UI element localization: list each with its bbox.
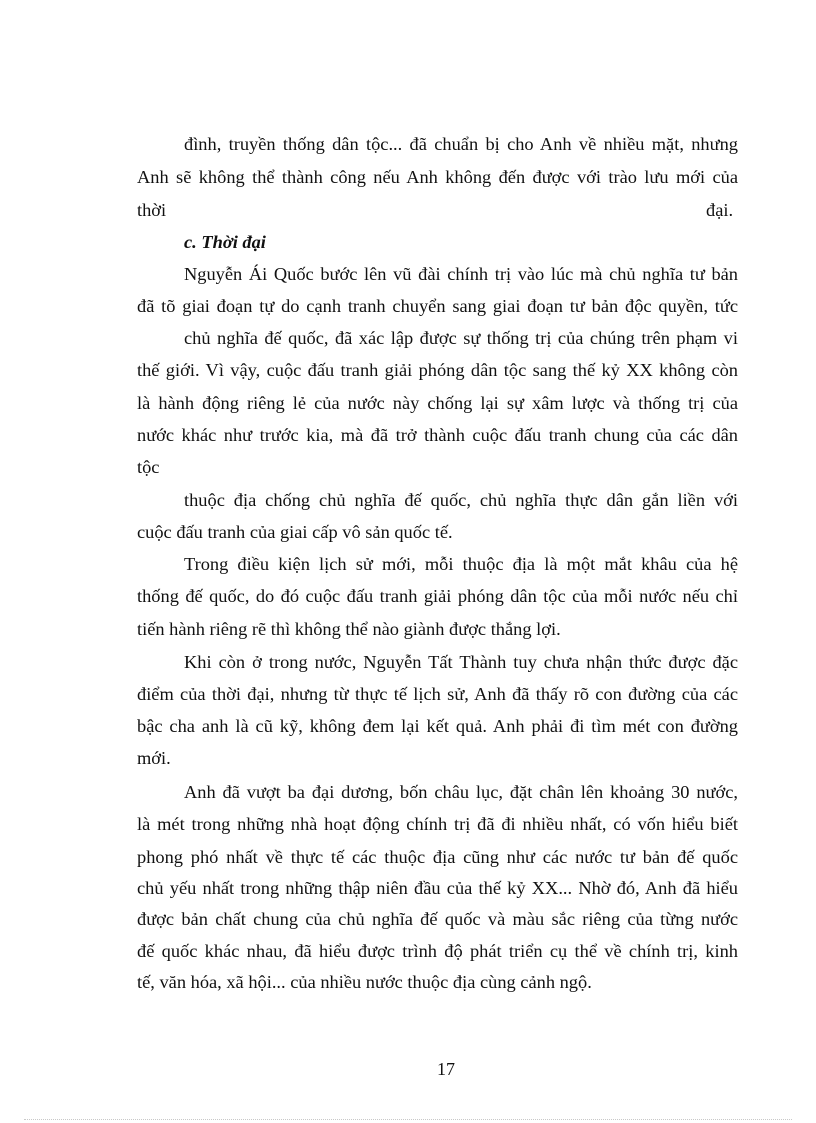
text-line: nước khác như trước kia, mà đã trở thành cuộc đấu tranh chung của các dân: [137, 425, 738, 445]
text-line: cuộc đấu tranh của giai cấp vô sản quốc tế.: [137, 522, 453, 542]
text-line: thời: [137, 200, 167, 220]
text-line: tiến hành riêng rẽ thì không thể nào giành được thắng lợi.: [137, 619, 561, 639]
text-line: điểm của thời đại, nhưng từ thực tế lịch sử, Anh đã thấy rõ con đường của các: [137, 684, 738, 704]
text-line: chủ nghĩa đế quốc, đã xác lập được sự thống trị của chúng trên phạm vi: [184, 328, 738, 348]
text-line: mới.: [137, 748, 171, 768]
text-line: là hành động riêng lẻ của nước này chống lại sự xâm lược và thống trị của: [137, 393, 738, 413]
text-line: đế quốc khác nhau, đã hiểu được trình độ phát triển cụ thể về chính trị, kinh: [137, 941, 738, 961]
text-line: Nguyễn Ái Quốc bước lên vũ đài chính trị vào lúc mà chủ nghĩa tư bản: [184, 264, 738, 284]
text-line: thế giới. Vì vậy, cuộc đấu tranh giải phóng dân tộc sang thế kỷ XX không còn: [137, 360, 738, 380]
text-line: Anh sẽ không thể thành công nếu Anh không đến được với trào lưu mới của: [137, 167, 738, 187]
text-line: tế, văn hóa, xã hội... của nhiều nước thuộc địa cùng cảnh ngộ.: [137, 972, 592, 992]
text-line: Khi còn ở trong nước, Nguyễn Tất Thành tuy chưa nhận thức được đặc: [184, 652, 738, 672]
text-line: là mét trong những nhà hoạt động chính trị đã đi nhiều nhất, có vốn hiểu biết: [137, 814, 738, 834]
text-line: chủ yếu nhất trong những thập niên đầu của thế kỷ XX... Nhờ đó, Anh đã hiểu: [137, 878, 738, 898]
text-line: tộc: [137, 457, 160, 477]
section-heading: c. Thời đại: [184, 232, 266, 252]
text-line: đại.: [706, 200, 734, 220]
text-line: Anh đã vượt ba đại dương, bốn châu lục, đặt chân lên khoảng 30 nước,: [184, 782, 738, 802]
text-line: đã tõ giai đoạn tự do cạnh tranh chuyển sang giai đoạn tư bản độc quyền, tức: [137, 296, 738, 316]
text-line: bậc cha anh là cũ kỹ, không đem lại kết quả. Anh phải đi tìm mét con đường: [137, 716, 738, 736]
page-bottom-divider: [24, 1119, 792, 1120]
page-number: 17: [437, 1059, 455, 1079]
text-line: Trong điều kiện lịch sử mới, mỗi thuộc địa là một mắt khâu của hệ: [184, 554, 738, 574]
text-line: đình, truyền thống dân tộc... đã chuẩn bị cho Anh về nhiều mặt, nhưng: [184, 134, 738, 154]
text-line: phong phó nhất về thực tế các thuộc địa cũng như các nước tư bản đế quốc: [137, 847, 738, 867]
text-line: được bản chất chung của chủ nghĩa đế quốc và màu sắc riêng của từng nước: [137, 909, 738, 929]
text-line: thống đế quốc, do đó cuộc đấu tranh giải phóng dân tộc của mỗi nước nếu chỉ: [137, 586, 738, 606]
text-line: thuộc địa chống chủ nghĩa đế quốc, chủ nghĩa thực dân gắn liền với: [184, 490, 738, 510]
